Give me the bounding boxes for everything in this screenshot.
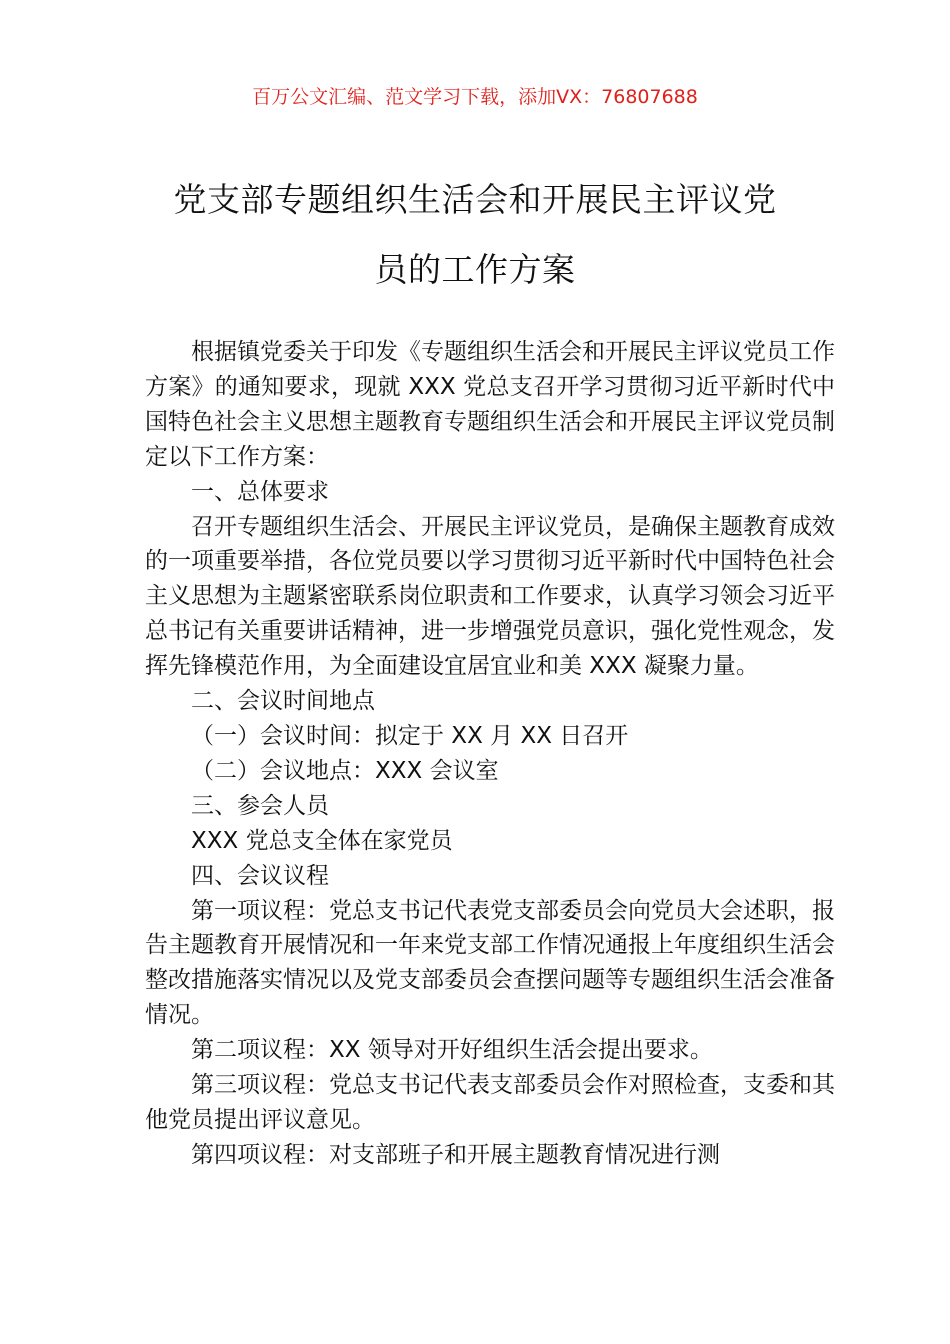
watermark-banner: 百万公文汇编、范文学习下载，添加VX：76807688 [252, 86, 698, 108]
agenda-item-4: 第四项议程：对支部班子和开展主题教育情况进行测 [191, 1141, 720, 1168]
paragraph-general-requirements: 召开专题组织生活会、开展民主评议党员，是确保主题教育成效的一项重要举措，各位党员要以学习贯彻习近平新时代中国特色社会主义思想为主题紧密联系岗位职责和工作要求，认真学习领会习近平总书记有关重要讲话精神，进一步增强党员意识，强化党性观念，发挥先锋模范作用，为全面建设宜居宜业和美 XXX 凝聚力量。 [145, 513, 835, 680]
agenda-item-1: 第一项议程：党总支书记代表党支部委员会向党员大会述职，报告主题教育开展情况和一年来党支部工作情况通报上年度组织生活会整改措施落实情况以及党支部委员会查摆问题等专题组织生活会准备情况。 [145, 897, 835, 1029]
item-meeting-place: （二）会议地点：XXX 会议室 [191, 757, 499, 784]
agenda-item-3: 第三项议程：党总支书记代表支部委员会作对照检查，支委和其他党员提出评议意见。 [145, 1072, 835, 1133]
section-heading-attendees: 三、参会人员 [191, 792, 329, 819]
document-title-line-1: 党支部专题组织生活会和开展民主评议党 [173, 180, 777, 219]
document-title-line-2: 员的工作方案 [374, 250, 576, 289]
section-heading-general-requirements: 一、总体要求 [191, 478, 329, 505]
agenda-item-2: 第二项议程：XX 领导对开好组织生活会提出要求。 [191, 1037, 713, 1064]
document-body [145, 335, 835, 1173]
intro-paragraph: 根据镇党委关于印发《专题组织生活会和开展民主评议党员工作方案》的通知要求，现就 XXX 党总支召开学习贯彻习近平新时代中国特色社会主义思想主题教育专题组织生活会和开展民主评议党员制定以下工作方案： [145, 339, 835, 470]
item-meeting-time: （一）会议时间：拟定于 XX 月 XX 日召开 [191, 722, 629, 749]
section-heading-time-place: 二、会议时间地点 [191, 688, 375, 715]
section-heading-agenda: 四、会议议程 [191, 862, 329, 889]
paragraph-attendees: XXX 党总支全体在家党员 [191, 827, 453, 854]
